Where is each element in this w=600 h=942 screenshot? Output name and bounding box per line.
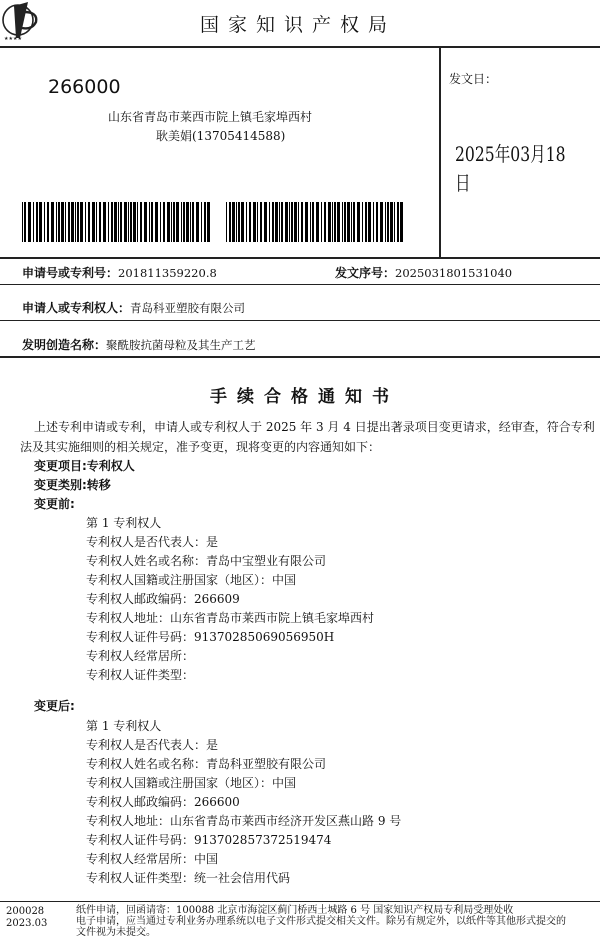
before-line: 专利权人地址：山东省青岛市莱西市院上镇毛家埠西村 xyxy=(86,611,375,625)
barcode-bar xyxy=(196,202,199,242)
mailing-divider xyxy=(0,257,600,259)
invention-row xyxy=(22,334,256,353)
barcode-bar xyxy=(36,202,38,242)
barcode-bar xyxy=(365,202,367,242)
barcode-bar xyxy=(342,202,343,242)
barcode-bar xyxy=(376,202,378,242)
barcode-bar xyxy=(167,202,170,242)
barcode-bar xyxy=(183,202,185,242)
barcode-bar xyxy=(151,202,153,242)
barcode-bar xyxy=(394,202,395,242)
row-divider-2 xyxy=(0,320,600,321)
notice-title: 手续合格通知书 xyxy=(210,387,399,407)
after-line: 专利权人姓名或名称：青岛科亚塑胶有限公司 xyxy=(86,757,327,771)
after-line: 专利权人经常居所：中国 xyxy=(86,852,219,866)
barcode-bar xyxy=(65,202,66,242)
barcode-bar xyxy=(137,202,138,242)
barcode-bar xyxy=(47,202,49,242)
barcode-bar xyxy=(114,202,117,242)
barcode-bar xyxy=(44,202,45,242)
barcode-bar xyxy=(249,202,251,242)
footer-line: 文件视为未提交。 xyxy=(76,927,156,938)
barcode-bar xyxy=(207,202,210,242)
barcode-bar xyxy=(71,202,74,242)
barcode-bar xyxy=(128,202,129,242)
barcode-bar xyxy=(294,202,297,242)
barcode-bar xyxy=(28,202,31,242)
footer-divider xyxy=(0,901,600,902)
document-number: 2025031801531040 xyxy=(395,266,513,280)
barcode-bar xyxy=(368,202,371,242)
barcode-bar xyxy=(226,202,227,242)
after-label: 变更后: xyxy=(34,699,75,713)
barcode-bar xyxy=(120,202,122,242)
barcode-bar xyxy=(238,202,240,242)
barcode-bar xyxy=(236,202,237,242)
barcode-bar xyxy=(316,202,319,242)
barcode-bar xyxy=(201,202,202,242)
application-number-label: 申请号或专利号： xyxy=(22,266,119,280)
barcode-bar xyxy=(289,202,290,242)
invention-name: 聚酰胺抗菌母粒及其生产工艺 xyxy=(106,338,256,352)
applicant-label: 申请人或专利权人： xyxy=(22,301,131,315)
barcode-bar xyxy=(257,202,258,242)
barcode-bar xyxy=(68,202,70,242)
barcode-bar xyxy=(33,202,34,242)
barcode-bar xyxy=(39,202,42,242)
barcode-bar xyxy=(99,202,101,242)
footer-line: 电子申请，应当通过专利业务办理系统以电子文件形式提交相关文件。除另有规定外，以纸件等其他形式提交的 xyxy=(76,916,566,927)
barcode-bar xyxy=(275,202,278,242)
barcode-bar xyxy=(171,202,172,242)
barcode-bar xyxy=(351,202,352,242)
barcode-bar xyxy=(80,202,83,242)
barcode-bar xyxy=(88,202,90,242)
before-line: 专利权人经常居所： xyxy=(86,649,195,663)
barcode-bar xyxy=(232,202,235,242)
recipient: 耿美娟(13705414588) xyxy=(156,129,286,143)
barcode-bar xyxy=(77,202,79,242)
barcode-left xyxy=(22,202,212,242)
barcode-bar xyxy=(400,202,403,242)
after-line: 专利权人是否代表人：是 xyxy=(86,738,219,752)
barcode-bar xyxy=(344,202,346,242)
barcode-bar xyxy=(111,202,113,242)
barcode-bar xyxy=(103,202,106,242)
barcode-bar xyxy=(321,202,322,242)
barcode-bar xyxy=(380,202,383,242)
footer-line: 纸件申请，回函请寄：100088 北京市海淀区蓟门桥西土城路 6 号 国家知识产权局专利局受理处收 xyxy=(76,905,514,916)
application-number-row xyxy=(22,262,217,281)
barcode-bar xyxy=(301,202,303,242)
barcode-bar xyxy=(332,202,333,242)
barcode-bar xyxy=(281,202,283,242)
intro-line-1: 上述专利申请或专利，申请人或专利权人于 2025 年 3 月 4 日提出著录项目变更请求，经审查，符合专利 xyxy=(34,420,595,434)
barcode-bar xyxy=(186,202,189,242)
barcode-bar xyxy=(190,202,191,242)
send-date-label: 发文日： xyxy=(449,72,498,86)
form-version: 2023.03 xyxy=(6,918,48,929)
barcode-bar xyxy=(155,202,158,242)
barcode-bar xyxy=(130,202,132,242)
barcode-bar xyxy=(260,202,262,242)
barcode-bar xyxy=(181,202,182,242)
barcode-bar xyxy=(310,202,311,242)
barcode-bar xyxy=(92,202,95,242)
barcode-bar xyxy=(337,202,340,242)
barcode-bar xyxy=(390,202,393,242)
barcode-bar xyxy=(285,202,288,242)
mailing-address: 山东省青岛市莱西市院上镇毛家埠西村 xyxy=(108,110,313,124)
form-code: 200028 xyxy=(6,906,45,917)
barcode-bar xyxy=(124,202,127,242)
barcode-bar xyxy=(96,202,97,242)
barcode-bar xyxy=(246,202,247,242)
barcode-bar xyxy=(140,202,142,242)
barcode-right xyxy=(226,202,406,242)
barcode-bar xyxy=(173,202,175,242)
row-divider-3 xyxy=(0,356,600,358)
before-line: 专利权人是否代表人：是 xyxy=(86,535,219,549)
barcode-bar xyxy=(56,202,57,242)
svg-text:★★★★: ★★★★ xyxy=(4,36,22,42)
barcode-bar xyxy=(387,202,389,242)
barcode-bar xyxy=(291,202,293,242)
barcode-bar xyxy=(269,202,270,242)
after-line: 专利权人证件号码：913702857372519474 xyxy=(86,833,332,847)
document-number-row xyxy=(335,262,512,281)
barcode-bar xyxy=(264,202,267,242)
barcode-bar xyxy=(163,202,165,242)
barcode-bar xyxy=(144,202,147,242)
barcode-bar xyxy=(118,202,119,242)
after-line: 专利权人国籍或注册国家（地区）：中国 xyxy=(86,776,297,790)
barcode-bar xyxy=(347,202,350,242)
row-divider-1 xyxy=(0,284,600,285)
barcode-bar xyxy=(24,202,26,242)
barcode-bar xyxy=(241,202,244,242)
before-label: 变更前: xyxy=(34,497,75,511)
document-number-label: 发文序号： xyxy=(335,266,396,280)
before-line: 专利权人邮政编码：266609 xyxy=(86,592,240,606)
postcode: 266000 xyxy=(48,76,121,98)
applicant: 青岛科亚塑胶有限公司 xyxy=(130,301,246,315)
change-type: 变更类别:转移 xyxy=(34,478,111,492)
barcode-bar xyxy=(397,202,399,242)
barcode-bar xyxy=(353,202,355,242)
barcode-bar xyxy=(133,202,136,242)
barcode-bar xyxy=(253,202,256,242)
before-line: 专利权人证件号码：91370285069056950H xyxy=(86,630,335,644)
footer-notes xyxy=(76,905,596,938)
barcode-bar xyxy=(22,202,23,242)
barcode-bar xyxy=(204,202,206,242)
barcode-bar xyxy=(328,202,331,242)
barcode-bar xyxy=(176,202,179,242)
barcode-bar xyxy=(298,202,299,242)
barcode-bar xyxy=(373,202,374,242)
barcode-bar xyxy=(272,202,274,242)
barcode-bar xyxy=(192,202,194,242)
barcode-bar xyxy=(75,202,76,242)
barcode-bar xyxy=(334,202,336,242)
before-line: 专利权人国籍或注册国家（地区）：中国 xyxy=(86,573,297,587)
barcode-bar xyxy=(357,202,360,242)
barcode-bar xyxy=(108,202,109,242)
invention-label: 发明创造名称： xyxy=(22,338,107,352)
before-line: 第 1 专利权人 xyxy=(86,516,162,530)
barcode-bar xyxy=(385,202,386,242)
barcode-bar xyxy=(58,202,60,242)
before-line: 专利权人证件类型： xyxy=(86,668,195,682)
header-divider xyxy=(0,46,600,48)
barcode-bar xyxy=(149,202,150,242)
barcode-bar xyxy=(61,202,64,242)
barcode-bar xyxy=(324,202,326,242)
barcode-bar xyxy=(312,202,314,242)
date-divider xyxy=(439,47,441,257)
cnipa-logo xyxy=(2,0,46,44)
change-item: 变更项目:专利权人 xyxy=(34,459,135,473)
agency-name: 国家知识产权局 xyxy=(200,14,397,36)
barcode-bar xyxy=(229,202,231,242)
application-number: 201811359220.8 xyxy=(118,266,217,280)
intro-line-2: 法及其实施细则的相关规定，准予变更，现将变更的内容通知如下： xyxy=(20,440,381,454)
before-line: 专利权人姓名或名称：青岛中宝塑业有限公司 xyxy=(86,554,327,568)
barcode-bar xyxy=(51,202,54,242)
barcode-bar xyxy=(160,202,161,242)
after-line: 专利权人地址：山东省青岛市莱西市经济开发区燕山路 9 号 xyxy=(86,814,402,828)
applicant-row xyxy=(22,297,245,316)
barcode-bar xyxy=(362,202,363,242)
barcode-bar xyxy=(85,202,86,242)
send-date: 2025年03月18日 xyxy=(455,142,566,195)
after-line: 第 1 专利权人 xyxy=(86,719,162,733)
after-line: 专利权人证件类型：统一社会信用代码 xyxy=(86,871,291,885)
barcode-bar xyxy=(279,202,280,242)
barcode-bar xyxy=(305,202,308,242)
after-line: 专利权人邮政编码：266600 xyxy=(86,795,240,809)
